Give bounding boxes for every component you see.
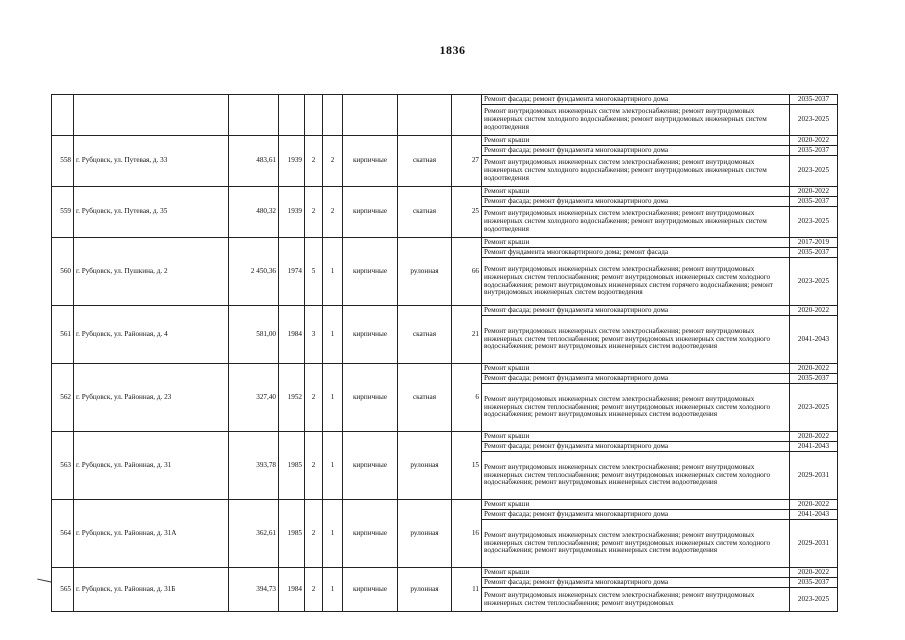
scan-edge-mark [37, 579, 51, 585]
work-period: 2041-2043 [790, 316, 838, 364]
building-year-cell: 1984 [279, 568, 305, 612]
work-description: Ремонт внутридомовых инженерных систем электроснабжения; ремонт внутридомовых инженерных систем холодного водоснабжения; ремонт внутридомовых инженерных систем водоотведения [482, 156, 790, 187]
continuation-empty-cell [305, 95, 323, 136]
apartments-count-cell: 21 [452, 306, 482, 364]
work-period: 2035-2037 [790, 146, 838, 156]
work-description: Ремонт крыши [482, 238, 790, 248]
table-row [52, 136, 838, 146]
building-floors-cell: 3 [305, 306, 323, 364]
work-period: 2020-2022 [790, 364, 838, 374]
building-entrances-cell: 2 [323, 136, 343, 187]
table-row [52, 187, 838, 197]
table-row [52, 95, 838, 105]
work-description: Ремонт фасада; ремонт фундамента многоквартирного дома [482, 95, 790, 105]
building-area-cell: 362,61 [229, 500, 279, 568]
work-period: 2023-2025 [790, 258, 838, 306]
work-description: Ремонт фундамента многоквартирного дома; ремонт фасада [482, 248, 790, 258]
roof-type-cell: скатная [398, 364, 452, 432]
building-area-cell: 483,61 [229, 136, 279, 187]
work-period: 2035-2037 [790, 248, 838, 258]
building-floors-cell: 2 [305, 432, 323, 500]
work-description: Ремонт внутридомовых инженерных систем электроснабжения; ремонт внутридомовых инженерных систем холодного водоснабжения; ремонт внутридомовых инженерных систем водоотведения [482, 207, 790, 238]
building-number-cell: 564 [52, 500, 74, 568]
work-description: Ремонт крыши [482, 568, 790, 578]
page-number: 1836 [439, 43, 466, 57]
building-number-cell: 565 [52, 568, 74, 612]
building-entrances-cell: 2 [323, 187, 343, 238]
building-address-cell: г. Рубцовск, ул. Районная, д. 31 [74, 432, 229, 500]
building-address-cell: г. Рубцовск, ул. Районная, д. 31Б [74, 568, 229, 612]
building-number-cell: 558 [52, 136, 74, 187]
table-row [52, 238, 838, 248]
building-entrances-cell: 1 [323, 500, 343, 568]
building-entrances-cell: 1 [323, 306, 343, 364]
table-body [52, 95, 838, 612]
roof-type-cell: скатная [398, 136, 452, 187]
work-period: 2020-2022 [790, 187, 838, 197]
work-description: Ремонт крыши [482, 136, 790, 146]
building-number-cell: 559 [52, 187, 74, 238]
building-entrances-cell: 1 [323, 238, 343, 306]
work-description: Ремонт фасада; ремонт фундамента многоквартирного дома [482, 510, 790, 520]
wall-material-cell: кирпичные [343, 136, 398, 187]
roof-type-cell: рулонная [398, 500, 452, 568]
roof-type-cell: рулонная [398, 238, 452, 306]
work-period: 2020-2022 [790, 136, 838, 146]
building-area-cell: 394,73 [229, 568, 279, 612]
building-number-cell: 561 [52, 306, 74, 364]
continuation-empty-cell [323, 95, 343, 136]
building-floors-cell: 5 [305, 238, 323, 306]
work-description: Ремонт внутридомовых инженерных систем электроснабжения; ремонт внутридомовых инженерных систем теплоснабжения; ремонт внутридомовых инженерных систем холодного водоснабжения; ремонт внутридомовых инженерных систем водоотведения [482, 452, 790, 500]
work-description: Ремонт крыши [482, 432, 790, 442]
work-period: 2035-2037 [790, 578, 838, 588]
building-year-cell: 1985 [279, 432, 305, 500]
apartments-count-cell: 25 [452, 187, 482, 238]
work-period: 2035-2037 [790, 197, 838, 207]
building-address-cell: г. Рубцовск, ул. Путевая, д. 35 [74, 187, 229, 238]
building-year-cell: 1939 [279, 136, 305, 187]
building-year-cell: 1939 [279, 187, 305, 238]
building-area-cell: 2 450,36 [229, 238, 279, 306]
building-address-cell: г. Рубцовск, ул. Пушкина, д. 2 [74, 238, 229, 306]
apartments-count-cell: 11 [452, 568, 482, 612]
work-description: Ремонт крыши [482, 500, 790, 510]
roof-type-cell: рулонная [398, 568, 452, 612]
work-period: 2041-2043 [790, 510, 838, 520]
apartments-count-cell: 66 [452, 238, 482, 306]
building-address-cell: г. Рубцовск, ул. Районная, д. 23 [74, 364, 229, 432]
table-row [52, 306, 838, 316]
work-description: Ремонт внутридомовых инженерных систем электроснабжения; ремонт внутридомовых инженерных систем теплоснабжения; ремонт внутридомовых инженерных систем холодного водоснабжения; ремонт внутридомовых инженерных систем горячего водоснабжения; ремонт внутридомовых инженерных систем водоотведения [482, 258, 790, 306]
building-floors-cell: 2 [305, 500, 323, 568]
work-description: Ремонт фасада; ремонт фундамента многоквартирного дома [482, 442, 790, 452]
work-description: Ремонт крыши [482, 187, 790, 197]
continuation-empty-cell [279, 95, 305, 136]
apartments-count-cell: 16 [452, 500, 482, 568]
apartments-count-cell: 15 [452, 432, 482, 500]
work-description: Ремонт фасада; ремонт фундамента многоквартирного дома [482, 578, 790, 588]
building-entrances-cell: 1 [323, 432, 343, 500]
building-area-cell: 480,32 [229, 187, 279, 238]
building-floors-cell: 2 [305, 187, 323, 238]
continuation-empty-cell [452, 95, 482, 136]
work-period: 2017-2019 [790, 238, 838, 248]
continuation-empty-cell [398, 95, 452, 136]
building-area-cell: 393,78 [229, 432, 279, 500]
roof-type-cell: скатная [398, 187, 452, 238]
building-number-cell: 562 [52, 364, 74, 432]
building-area-cell: 581,00 [229, 306, 279, 364]
work-period: 2041-2043 [790, 442, 838, 452]
apartments-count-cell: 27 [452, 136, 482, 187]
wall-material-cell: кирпичные [343, 187, 398, 238]
building-number-cell: 563 [52, 432, 74, 500]
work-description: Ремонт внутридомовых инженерных систем электроснабжения; ремонт внутридомовых инженерных систем холодного водоснабжения; ремонт внутридомовых инженерных систем водоотведения [482, 105, 790, 136]
building-year-cell: 1985 [279, 500, 305, 568]
wall-material-cell: кирпичные [343, 432, 398, 500]
work-description: Ремонт внутридомовых инженерных систем электроснабжения; ремонт внутридомовых инженерных систем теплоснабжения; ремонт внутридомовых инженерных систем холодного водоснабжения; ремонт внутридомовых инженерных систем водоотведения [482, 384, 790, 432]
work-period: 2023-2025 [790, 207, 838, 238]
work-period: 2029-2031 [790, 452, 838, 500]
building-floors-cell: 2 [305, 364, 323, 432]
continuation-empty-cell [343, 95, 398, 136]
work-description: Ремонт внутридомовых инженерных систем электроснабжения; ремонт внутридомовых инженерных систем теплоснабжения; ремонт внутридомовых инженерных систем холодного водоснабжения; ремонт внутридомовых инженерных систем водоотведения [482, 316, 790, 364]
wall-material-cell: кирпичные [343, 500, 398, 568]
work-description: Ремонт внутридомовых инженерных систем электроснабжения; ремонт внутридомовых инженерных систем теплоснабжения; ремонт внутридомовых [482, 588, 790, 612]
work-description: Ремонт внутридомовых инженерных систем электроснабжения; ремонт внутридомовых инженерных систем теплоснабжения; ремонт внутридомовых инженерных систем холодного водоснабжения; ремонт внутридомовых инженерных систем водоотведения [482, 520, 790, 568]
building-address-cell: г. Рубцовск, ул. Районная, д. 31А [74, 500, 229, 568]
building-address-cell: г. Рубцовск, ул. Районная, д. 4 [74, 306, 229, 364]
work-description: Ремонт фасада; ремонт фундамента многоквартирного дома [482, 374, 790, 384]
work-description: Ремонт фасада; ремонт фундамента многоквартирного дома [482, 306, 790, 316]
work-period: 2020-2022 [790, 432, 838, 442]
wall-material-cell: кирпичные [343, 568, 398, 612]
work-period: 2020-2022 [790, 306, 838, 316]
work-description: Ремонт крыши [482, 364, 790, 374]
table-row [52, 500, 838, 510]
work-description: Ремонт фасада; ремонт фундамента многоквартирного дома [482, 197, 790, 207]
building-year-cell: 1974 [279, 238, 305, 306]
building-year-cell: 1952 [279, 364, 305, 432]
building-entrances-cell: 1 [323, 568, 343, 612]
building-floors-cell: 2 [305, 568, 323, 612]
table-row [52, 364, 838, 374]
work-period: 2020-2022 [790, 568, 838, 578]
wall-material-cell: кирпичные [343, 306, 398, 364]
work-period: 2023-2025 [790, 588, 838, 612]
continuation-empty-cell [229, 95, 279, 136]
building-year-cell: 1984 [279, 306, 305, 364]
continuation-empty-cell [74, 95, 229, 136]
work-period: 2029-2031 [790, 520, 838, 568]
capital-repair-table [51, 94, 838, 612]
building-entrances-cell: 1 [323, 364, 343, 432]
work-period: 2023-2025 [790, 384, 838, 432]
work-period: 2035-2037 [790, 95, 838, 105]
work-period: 2023-2025 [790, 156, 838, 187]
roof-type-cell: скатная [398, 306, 452, 364]
building-floors-cell: 2 [305, 136, 323, 187]
table-row [52, 432, 838, 442]
apartments-count-cell: 6 [452, 364, 482, 432]
work-period: 2023-2025 [790, 105, 838, 136]
table-row [52, 568, 838, 578]
wall-material-cell: кирпичные [343, 238, 398, 306]
roof-type-cell: рулонная [398, 432, 452, 500]
work-description: Ремонт фасада; ремонт фундамента многоквартирного дома [482, 146, 790, 156]
work-period: 2035-2037 [790, 374, 838, 384]
wall-material-cell: кирпичные [343, 364, 398, 432]
work-period: 2020-2022 [790, 500, 838, 510]
building-number-cell: 560 [52, 238, 74, 306]
building-address-cell: г. Рубцовск, ул. Путевая, д. 33 [74, 136, 229, 187]
building-area-cell: 327,40 [229, 364, 279, 432]
continuation-empty-cell [52, 95, 74, 136]
